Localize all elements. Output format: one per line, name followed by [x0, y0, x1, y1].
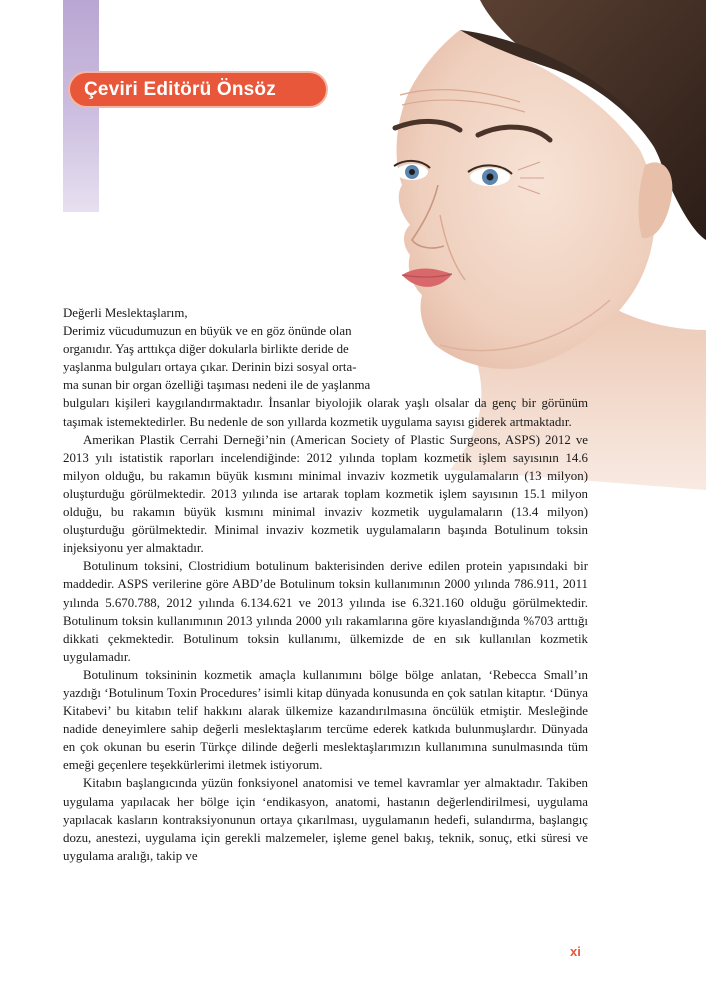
preface-text [63, 304, 588, 865]
intro-line: organıdır. Yaş arttıkça diğer dokularla birlikte deride de [63, 342, 349, 357]
paragraph: Botulinum toksini, Clostridium botulinum bakterisinden derive edilen protein yapısındaki bir maddedir. ASPS verilerine göre ABD’de Botulinum toksin kullanımının 2000 yılında 786.911, 2011 yılında 5.670.788, 2012 yılında 6.134.621 ve 2013 yılında ise 6.321.160 olduğu görülmektedir. Botulinum toksin kullanımının 2013 yılında 2000 yılı rakamlarına göre kıyaslandığında %703 arttığı dikkati çekmektedir. Botulinum toksin kullanımı, ülkemizde de en sık kullanılan kozmetik uygulamadır. [63, 559, 588, 664]
intro-line: ma sunan bir organ özelliği taşıması nedeni ile de yaşlanma [63, 378, 371, 393]
paragraph: bulguları kişileri kaygılandırmaktadır. İnsanlar biyolojik olarak yaşlı olsalar da genç bir görünüm taşımak istemektedirler. Bu nedenle de son yıllarda kozmetik uygulama sayısı giderek artmaktadır. [63, 396, 588, 429]
decorative-side-band [63, 0, 99, 212]
page-number: xi [570, 944, 581, 959]
paragraph: Botulinum toksininin kozmetik amaçla kullanımını bölge bölge anlatan, ‘Rebecca Small’ın yazdığı ‘Botulinum Toxin Procedures’ isimli kitap dünyada konusunda en çok satılan kitaptır. ‘Dünya Kitabevi’ bu kitabın telif hakkını alarak ülkemize kazandırılmasına öncülük etmiştir. Mesleğinde nadide deneyimlere sahip değerli meslektaşlarım tercüme ederek katkıda bulunmuşlardır. Dünyada en çok okunan bu eserin Türkçe dilinde değerli meslektaşlarımızın kullanımına sunulmasında tüm emeği geçenlere teşekkürlerimi iletmek istiyorum. [63, 667, 588, 773]
intro-lines [63, 322, 413, 394]
paragraph: Amerikan Plastik Cerrahi Derneği’nin (American Society of Plastic Surgeons, ASPS) 2012 ve 2013 yılı istatistik raporları incelendiğinde: 2012 yılında toplam kozmetik işlem sayısının 14.6 milyon olduğu, bu rakamın büyük kısmını minimal invaziv kozmetik uygulamaların (13 milyon) oluşturduğu görülmektedir. 2013 yılında ise artarak toplam kozmetik işlem sayısının 15.1 milyon olduğu, bu rakamın büyük kısmını minimal invaziv kozmetik uygulamaların (13.4 milyon) oluşturduğu görülmektedir. Minimal invaziv kozmetik uygulamaların başında Botulinum toksin injeksiyonu yer almaktadır. [63, 432, 588, 556]
section-title: Çeviri Editörü Önsöz [70, 73, 326, 106]
intro-line: Derimiz vücudumuzun en büyük ve en göz önünde olan [63, 324, 352, 339]
intro-line: yaşlanma bulguları ortaya çıkar. Derinin bizi sosyal orta- [63, 360, 357, 375]
paragraph: Kitabın başlangıcında yüzün fonksiyonel anatomisi ve temel kavramlar yer almaktadır. Takiben uygulama yapılacak her bölge için ‘endikasyon, anatomi, hastanın değerlendirilmesi, uygulama yapılacak kasların kontraksiyonunun ortaya çıkarılması, uygulamanın hedefi, sulandırma, başlangıç dozu, anestezi, uygulama için gerekli malzemeler, işleme genel bakış, teknik, sonuç, etki süresi ve uygulama aralığı, takip ve [63, 776, 588, 863]
greeting: Değerli Meslektaşlarım, [63, 306, 188, 320]
